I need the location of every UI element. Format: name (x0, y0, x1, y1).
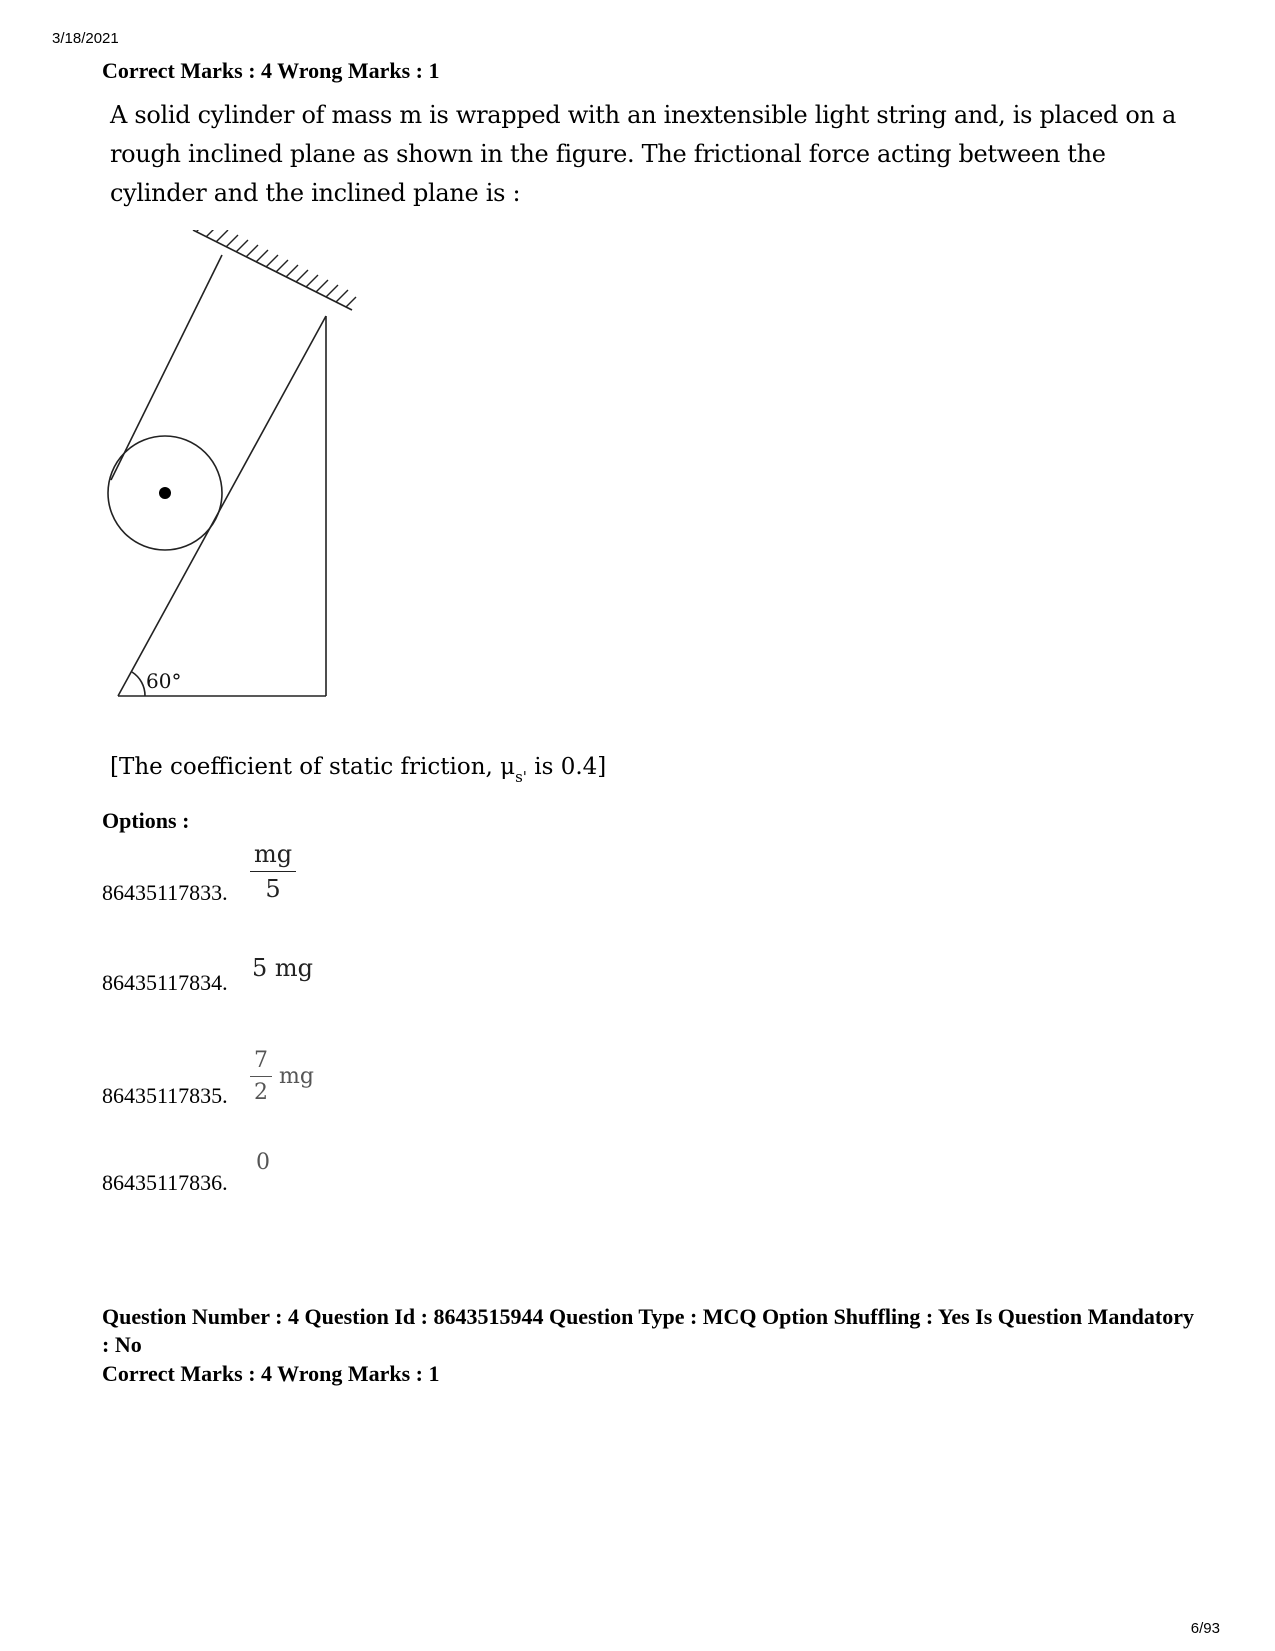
cylinder-center (159, 487, 171, 499)
option-1-value (250, 840, 296, 903)
page-number: 6/93 (1190, 1620, 1220, 1637)
question-text: A solid cylinder of mass m is wrapped with an inextensible light string and, is placed on a rough inclined plane as shown in the figure. The frictional force acting between the cylinder and the inclined plane is : (110, 101, 1177, 207)
options-label: Options : (102, 808, 190, 833)
incline-surface (118, 316, 326, 696)
option-1-numerator: mg (250, 840, 296, 872)
string-left (111, 255, 222, 480)
ceiling-hatching (196, 230, 356, 307)
option-3-numerator: 7 (250, 1048, 272, 1077)
option-4-id: 86435117836. (102, 1170, 228, 1195)
option-1-id: 86435117833. (102, 880, 228, 905)
option-3-value (250, 1048, 314, 1105)
next-question-marks: Correct Marks : 4 Wrong Marks : 1 (102, 1361, 440, 1386)
option-3-id: 86435117835. (102, 1083, 228, 1108)
coef-suffix: is 0.4] (526, 754, 607, 780)
angle-arc (132, 672, 145, 696)
option-2-value: 5 mg (252, 954, 314, 982)
coef-prefix: [The coefficient of static friction, μ (110, 754, 516, 780)
option-3-fraction (250, 1048, 272, 1105)
marks-line: Correct Marks : 4 Wrong Marks : 1 (102, 58, 440, 83)
option-2-id: 86435117834. (102, 970, 228, 995)
option-1-fraction (250, 840, 296, 903)
option-1-denominator: 5 (265, 875, 281, 903)
coef-subscript: s' (515, 768, 527, 786)
option-4-value: 0 (256, 1150, 270, 1175)
incline-figure (100, 230, 370, 725)
angle-label: 60° (146, 669, 182, 693)
option-3-denominator: 2 (254, 1080, 268, 1105)
friction-coefficient-note (110, 754, 607, 786)
print-date: 3/18/2021 (52, 30, 119, 47)
option-3-suffix: mg (279, 1064, 314, 1089)
next-question-info: Question Number : 4 Question Id : 8643515944 Question Type : MCQ Option Shuffling : Yes Is Question Mandatory : No (102, 1304, 1194, 1357)
